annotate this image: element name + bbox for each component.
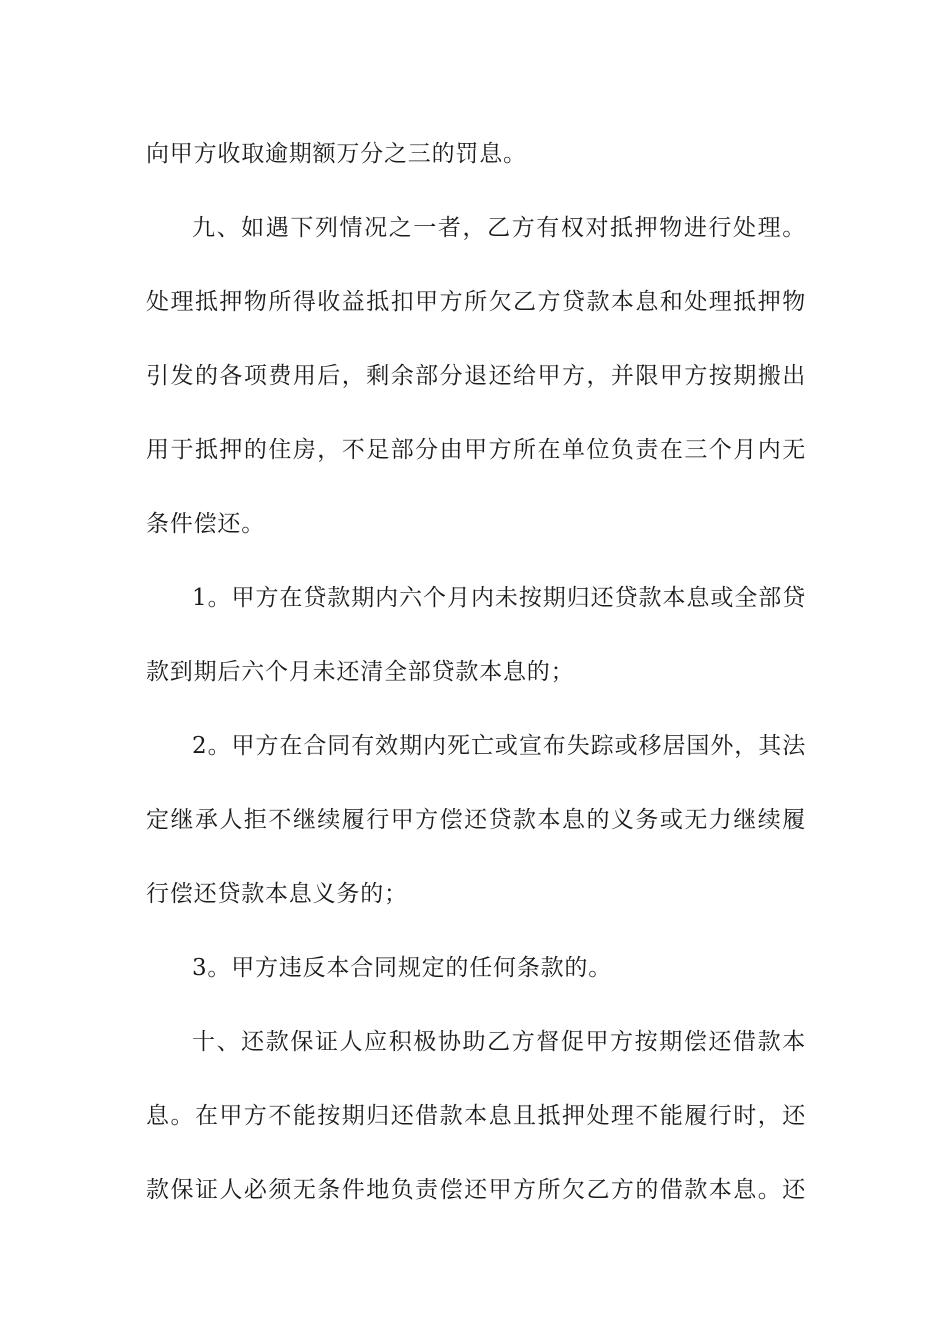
text-line: 用于抵押的住房，不足部分由甲方所在单位负责在三个月内无	[146, 437, 806, 463]
text-line: 3。甲方违反本合同规定的任何条款的。	[192, 955, 613, 981]
text-line: 2。甲方在合同有效期内死亡或宣布失踪或移居国外，其法	[192, 733, 806, 759]
text-line: 九、如遇下列情况之一者，乙方有权对抵押物进行处理。	[192, 215, 806, 241]
text-line: 款到期后六个月未还清全部贷款本息的；	[146, 659, 575, 685]
text-line: 十、还款保证人应积极协助乙方督促甲方按期偿还借款本	[192, 1029, 806, 1055]
text-line: 定继承人拒不继续履行甲方偿还贷款本息的义务或无力继续履	[146, 807, 806, 833]
text-line: 向甲方收取逾期额万分之三的罚息。	[146, 141, 527, 167]
text-line: 款保证人必须无条件地负责偿还甲方所欠乙方的借款本息。还	[146, 1177, 806, 1203]
text-line: 1。甲方在贷款期内六个月内未按期归还贷款本息或全部贷	[192, 585, 806, 611]
text-line: 行偿还贷款本息义务的；	[146, 881, 408, 907]
text-line: 条件偿还。	[146, 511, 265, 537]
text-line: 息。在甲方不能按期归还借款本息且抵押处理不能履行时，还	[146, 1103, 806, 1129]
text-line: 处理抵押物所得收益抵扣甲方所欠乙方贷款本息和处理抵押物	[146, 289, 806, 315]
text-line: 引发的各项费用后，剩余部分退还给甲方，并限甲方按期搬出	[146, 363, 806, 389]
